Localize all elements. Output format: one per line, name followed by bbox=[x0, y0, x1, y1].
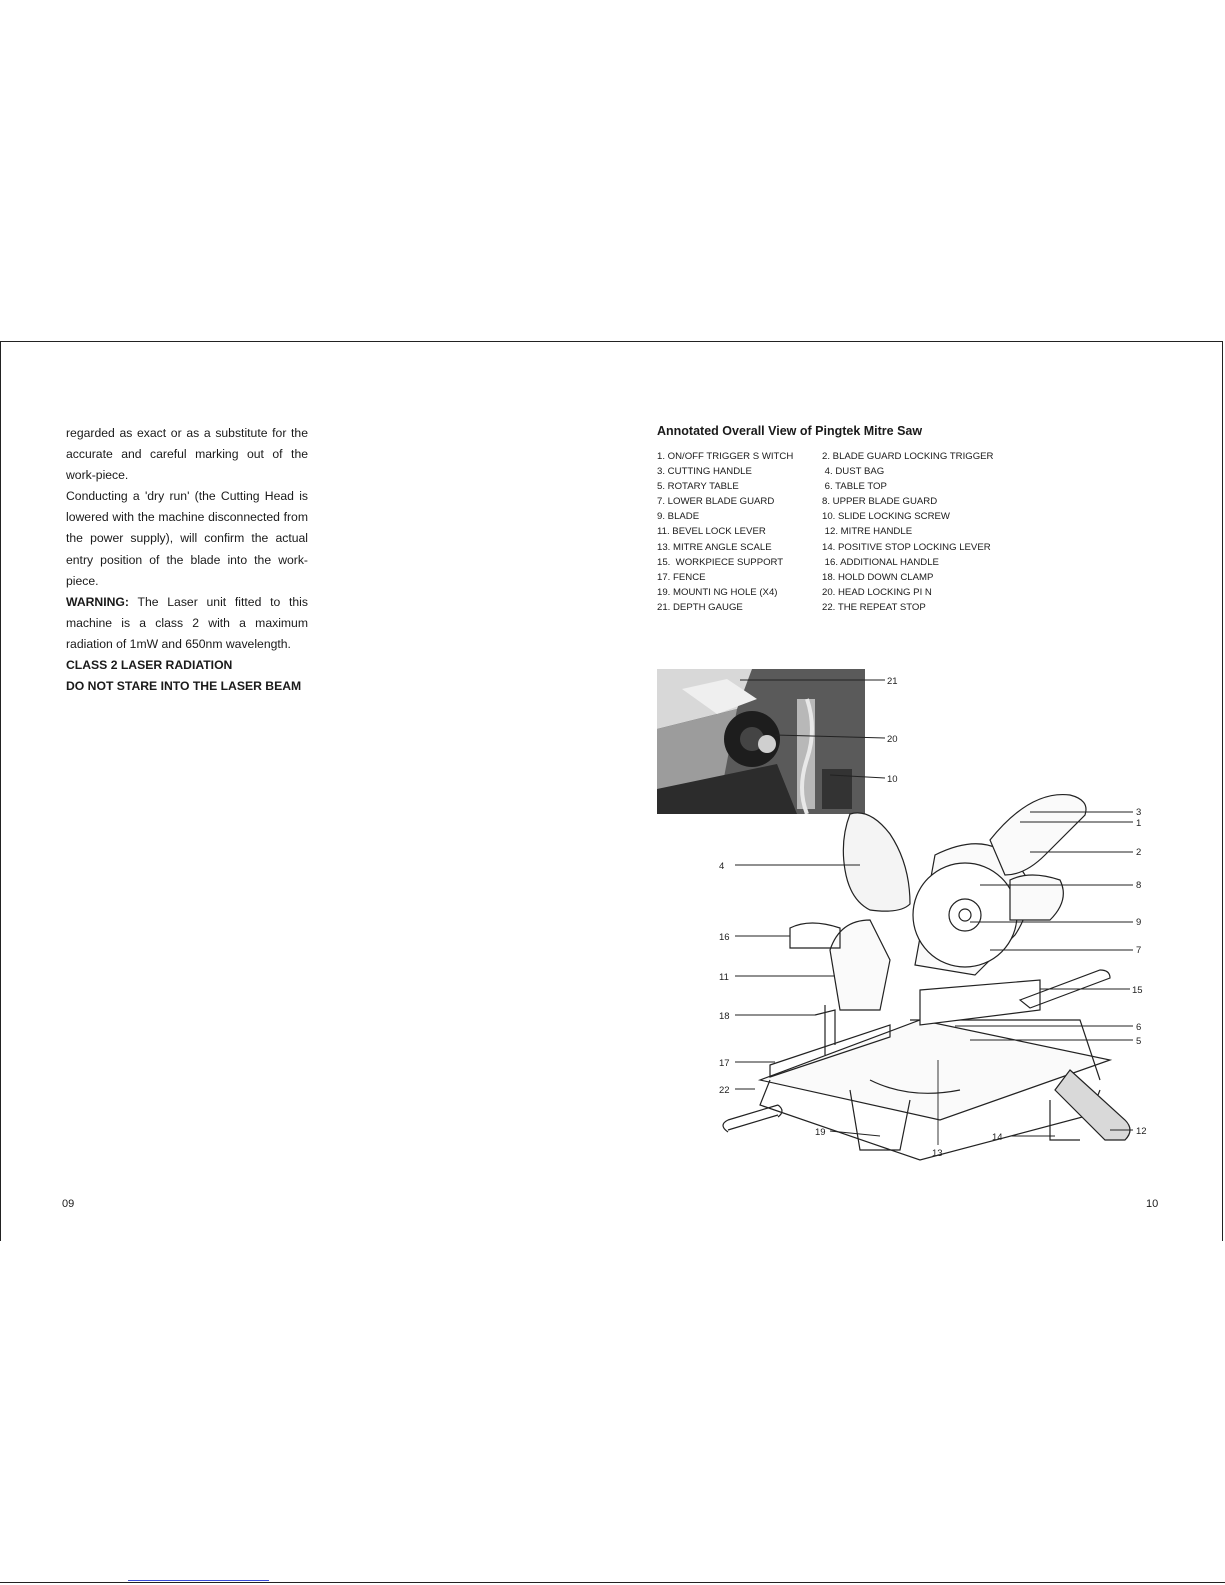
callout-14: 14 bbox=[992, 1132, 1003, 1143]
warning-paragraph bbox=[66, 592, 308, 655]
paragraph-dry-run: Conducting a 'dry run' (the Cutting Head is lowered with the machine disconnected from the power supply), will confirm the actual entry position of the blade into the work-piece. bbox=[66, 489, 308, 588]
callout-20: 20 bbox=[887, 734, 898, 745]
legend-item: 12. MITRE HANDLE bbox=[822, 526, 913, 538]
legend-item: 10. SLIDE LOCKING SCREW bbox=[822, 511, 950, 523]
hyperlink-underline[interactable] bbox=[128, 1580, 269, 1581]
class-2-laser-line: CLASS 2 LASER RADIATION bbox=[66, 658, 233, 673]
legend-row bbox=[657, 464, 993, 479]
legend-item: 21. DEPTH GAUGE bbox=[657, 601, 743, 613]
callout-7: 7 bbox=[1136, 945, 1142, 956]
callout-5: 5 bbox=[1136, 1036, 1142, 1047]
legend-item: 1. ON/OFF TRIGGER S WITCH bbox=[657, 451, 794, 462]
legend-item: 18. HOLD DOWN CLAMP bbox=[822, 571, 934, 583]
do-not-stare-line: DO NOT STARE INTO THE LASER BEAM bbox=[66, 679, 302, 694]
callout-18: 18 bbox=[719, 1011, 730, 1022]
legend-item: 19. MOUNTI NG HOLE (X4) bbox=[657, 586, 778, 598]
warning-text: The Laser unit fitted to this machine is a class 2 with a maximum radiation of 1mW and 650nm wavelength. bbox=[66, 594, 308, 651]
legend-item: 14. POSITIVE STOP LOCKING LEVER bbox=[822, 541, 991, 553]
callout-13: 13 bbox=[932, 1148, 943, 1159]
saw-line-drawing bbox=[723, 795, 1130, 1160]
mitre-saw-diagram bbox=[650, 660, 1170, 1180]
callout-17: 17 bbox=[719, 1058, 730, 1069]
callout-11: 11 bbox=[719, 972, 729, 983]
legend-row bbox=[657, 585, 993, 600]
legend-item: 7. LOWER BLADE GUARD bbox=[657, 496, 775, 508]
callout-1: 1 bbox=[1136, 818, 1142, 829]
callout-8: 8 bbox=[1136, 880, 1142, 891]
legend-item: 17. FENCE bbox=[657, 571, 706, 583]
page-number-left: 09 bbox=[62, 1198, 75, 1210]
warning-label: WARNING: bbox=[66, 594, 129, 609]
legend-item: 11. BEVEL LOCK LEVER bbox=[657, 526, 766, 538]
legend-item: 15. WORKPIECE SUPPORT bbox=[657, 556, 784, 568]
legend-row bbox=[657, 600, 993, 615]
legend-row bbox=[657, 540, 993, 555]
callout-6: 6 bbox=[1136, 1022, 1142, 1033]
callout-16: 16 bbox=[719, 932, 730, 943]
legend-item: 6. TABLE TOP bbox=[822, 481, 887, 493]
callout-9: 9 bbox=[1136, 917, 1142, 928]
legend-item: 22. THE REPEAT STOP bbox=[822, 601, 926, 613]
footer-rule bbox=[0, 1582, 1225, 1583]
callout-12: 12 bbox=[1136, 1126, 1147, 1137]
left-page-text bbox=[66, 423, 308, 697]
paragraph-laser-accuracy: regarded as exact or as a substitute for the accurate and careful marking out of the work-piece. bbox=[66, 426, 308, 483]
legend-row bbox=[657, 449, 993, 464]
callout-21: 21 bbox=[887, 676, 898, 687]
legend-row bbox=[657, 570, 993, 585]
callout-10: 10 bbox=[887, 774, 898, 785]
legend-item: 9. BLADE bbox=[657, 511, 700, 523]
legend-item: 4. DUST BAG bbox=[822, 466, 885, 478]
legend-item: 16. ADDITIONAL HANDLE bbox=[822, 556, 939, 568]
legend-row bbox=[657, 494, 993, 509]
callout-19: 19 bbox=[815, 1127, 826, 1138]
legend-item: 2. BLADE GUARD LOCKING TRIGGER bbox=[822, 451, 994, 462]
callout-15: 15 bbox=[1132, 985, 1143, 996]
legend-item: 13. MITRE ANGLE SCALE bbox=[657, 541, 772, 553]
legend-row bbox=[657, 509, 993, 524]
callout-4: 4 bbox=[719, 861, 725, 872]
callout-22: 22 bbox=[719, 1085, 730, 1096]
legend-item: 5. ROTARY TABLE bbox=[657, 481, 739, 493]
legend-row bbox=[657, 555, 993, 570]
callout-3: 3 bbox=[1136, 807, 1142, 818]
legend-item: 8. UPPER BLADE GUARD bbox=[822, 496, 938, 508]
section-title: Annotated Overall View of Pingtek Mitre Saw bbox=[657, 424, 923, 438]
legend-row bbox=[657, 479, 993, 494]
legend-item: 3. CUTTING HANDLE bbox=[657, 466, 752, 478]
legend-row bbox=[657, 524, 993, 539]
parts-legend bbox=[657, 449, 993, 615]
page-number-right: 10 bbox=[1146, 1198, 1159, 1210]
legend-item: 20. HEAD LOCKING PI N bbox=[822, 586, 932, 598]
callout-2: 2 bbox=[1136, 847, 1142, 858]
